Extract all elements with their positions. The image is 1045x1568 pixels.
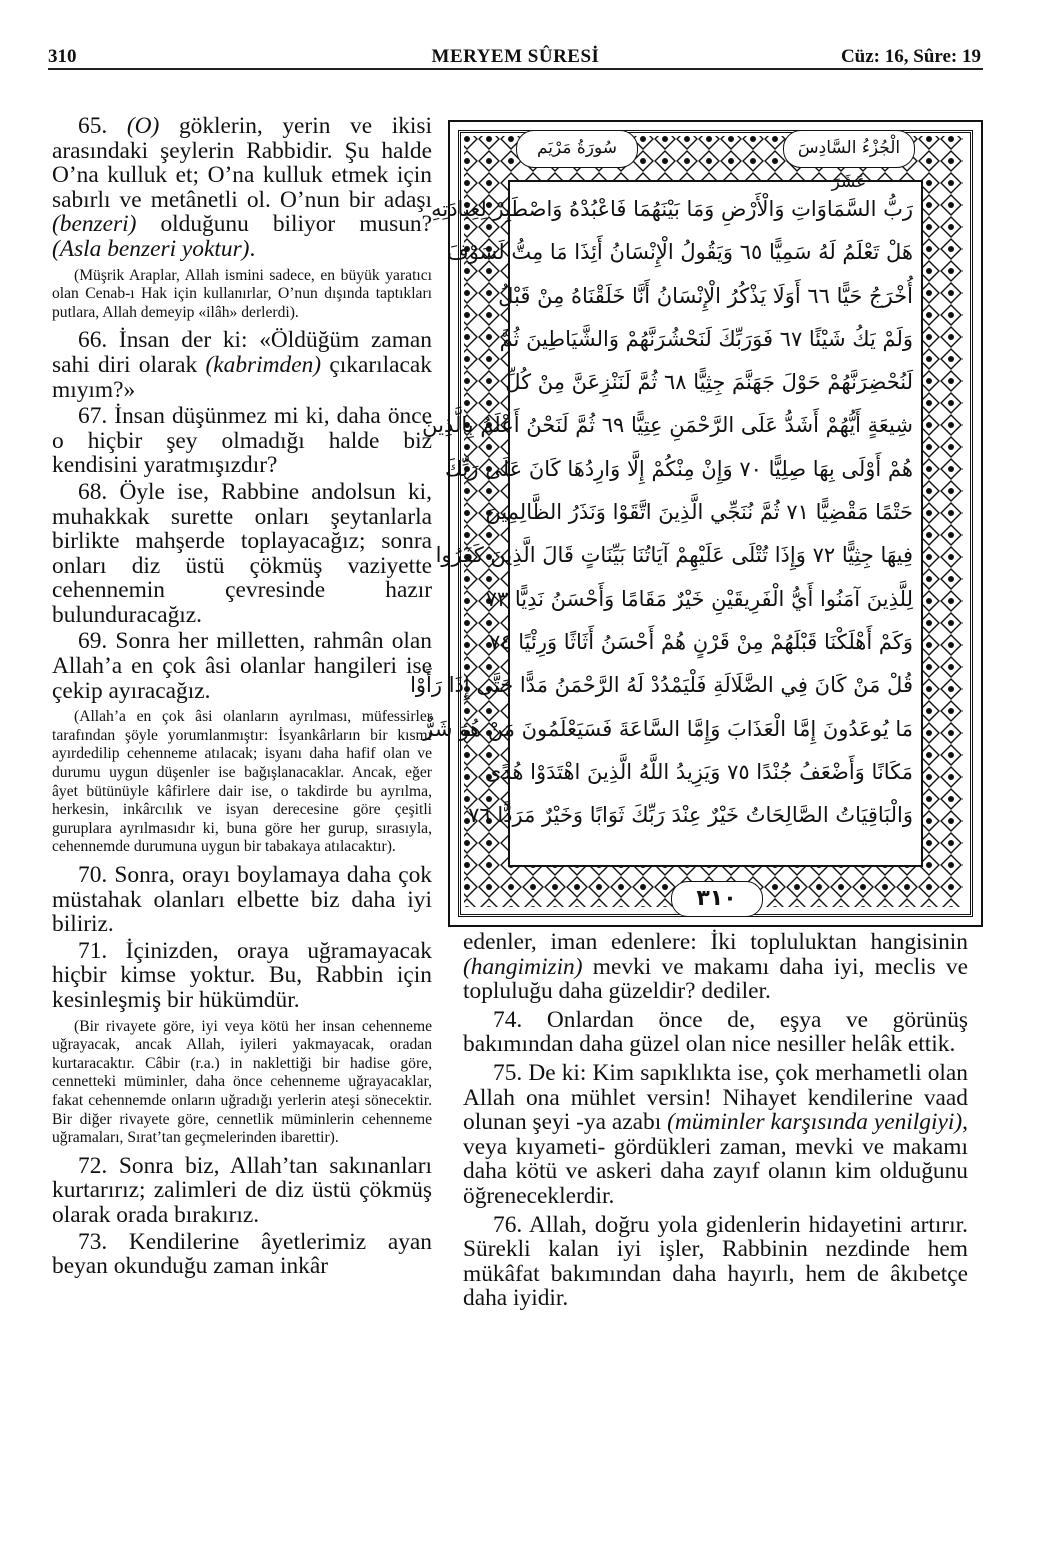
verse-number: 76. (493, 1211, 523, 1238)
right-translation-column (463, 930, 968, 1311)
verse-text: Sonra biz, Allah’tan sakınanları kurtarırız; zalimleri de diz üstü çökmüş olarak orada bırakırız. (52, 1152, 432, 1228)
mushaf-page-frame (410, 120, 983, 927)
juz-name-cartouche: الْجُزْءُ السَّادِسَ عَشَرَ (783, 130, 915, 168)
arabic-line: شِيعَةٍ أَيُّهُمْ أَشَدُّ عَلَى الرَّحْمَنِ عِتِيًّا ٦٩ ثُمَّ لَنَحْنُ أَعْلَمُ بِالَّذِينَ (422, 413, 913, 438)
verse-number: 68. (78, 478, 108, 505)
verse-number: 74. (493, 1006, 523, 1033)
verse-italic: (benzeri) (52, 211, 137, 238)
note-71: (Bir rivayete göre, iyi veya kötü her insan cehenneme uğrayacak, ancak Allah, iyileri yakmayacak, oradan kurtaracaktır. Câbir (r.a.) in naklettiği bir hadise göre, cennetteki müminler, daha önce cehenneme uğrayacaklar, fakat cehennemde onların uğradığı yerlerin ateşi sönecektir. Bir diğer rivayete göre, cennetlik müminlerin cehenneme uğramaları, Sırat’tan geçmelerinden ibarettir). (52, 1017, 432, 1147)
verse-71 (52, 939, 432, 1013)
verse-text: mevki ve makamı daha iyi, meclis ve topluluğu daha güzeldir? dediler. (463, 953, 968, 1005)
verse-72 (52, 1154, 432, 1228)
verse-text: İnsan düşünmez mi ki, daha önce o hiçbir şey olmadığı halde biz kendisini yaratmışızdır? (52, 403, 432, 479)
verse-number: 73. (78, 1228, 108, 1255)
verse-text: edenler, iman edenlere: İki topluluktan hangisinin (463, 929, 968, 955)
verse-76 (463, 1213, 968, 1311)
verse-italic: (müminler karşısında yenilgiyi) (667, 1109, 963, 1136)
verse-text: Onlardan önce de, eşya ve görünüş bakımından daha güzel olan nice nesiller helâk ettik. (463, 1006, 968, 1058)
verse-text: İçinizden, oraya uğramayacak hiçbir kimse yoktur. Bu, Rabbin için kesinleşmiş bir hükümdür. (52, 937, 432, 1013)
verse-73-continued (463, 930, 968, 1004)
verse-number: 75. (493, 1059, 523, 1086)
verse-text: Kendilerine âyetlerimiz ayan beyan okunduğu zaman inkâr (52, 1228, 432, 1280)
verse-italic: (Asla benzeri yoktur) (52, 235, 250, 262)
verse-italic: (kabrimden) (205, 351, 322, 378)
verse-text: , veya kıyameti- gördükleri zaman, mevki ve makamı daha kötü ve askeri daha zayıf olanın kim olduğunu öğreneceklerdir. (463, 1109, 969, 1209)
verse-69 (52, 629, 432, 703)
page-number: 310 (48, 46, 77, 67)
arabic-line: وَلَمْ يَكُ شَيْئًا ٦٧ فَوَرَبِّكَ لَنَحْشُرَنَّهُمْ وَالشَّيَاطِينَ ثُمَّ (499, 326, 913, 351)
verse-number: 66. (78, 327, 108, 354)
arabic-line: قُلْ مَنْ كَانَ فِي الضَّلَالَةِ فَلْيَمْدُدْ لَهُ الرَّحْمَنُ مَدًّا حَتَّى إِذَا رَأَوْا (410, 673, 913, 698)
note-69: (Allah’a en çok âsi olanların ayrılması, müfessirler tarafından şöyle yorumlanmıştır: İsyankârların bir kısmı ayırdedilip cehenneme atılacak; isyanı daha hafif olan ve durumu uygun düşenler ise bağışlanacaklar. Ancak, eğer âyet bütünüyle kâfirlere dair ise, o takdirde bu ayrılma, herkesin, inkârcılık ve isyan derecesine göre çeşitli guruplara ayrılmasıdır ki, buna göre her gurup, sırasıyla, cehennemde durumuna uygun bir tabakaya atılacaktır). (52, 708, 432, 856)
verse-65 (52, 114, 432, 262)
verse-text: olduğunu biliyor musun? (136, 211, 432, 238)
verse-text: . (249, 235, 256, 262)
page-header (48, 42, 983, 70)
verse-68 (52, 480, 432, 628)
verse-67 (52, 404, 432, 478)
verse-text: De ki: Kim sapıklıkta ise, çok merhametli olan Allah ona mühlet versin! Nihayet kendilerine vaad olunan şeyi -ya azabı (463, 1059, 968, 1136)
verse-number: 69. (78, 628, 108, 655)
verse-number: 72. (78, 1152, 108, 1179)
arabic-line: حَتْمًا مَقْضِيًّا ٧١ ثُمَّ نُنَجِّي الَّذِينَ اتَّقَوْا وَنَذَرُ الظَّالِمِينَ (485, 500, 913, 525)
verse-text: çıkarılacak mıyım?» (52, 351, 432, 403)
verse-number: 65. (78, 113, 108, 139)
verse-number: 67. (78, 403, 108, 430)
arabic-line: وَكَمْ أَهْلَكْنَا قَبْلَهُمْ مِنْ قَرْنٍ هُمْ أَحْسَنُ أَثَاثًا وَرِئْيًا ٧٤ (489, 629, 913, 654)
verse-66 (52, 328, 432, 402)
arabic-line: مَا يُوعَدُونَ إِمَّا الْعَذَابَ وَإِمَّا السَّاعَةَ فَسَيَعْلَمُونَ مَنْ هُوَ شَرٌّ (423, 716, 913, 741)
verse-text: Allah, doğru yola gidenlerin hidayetini artırır. Sürekli kalan iyi işler, Rabbinin nezdinde hem mükâfat bakımından daha hayırlı, hem de âkıbetçe daha iyidir. (463, 1211, 968, 1312)
quran-text-panel (410, 180, 923, 867)
verse-text: Öyle ise, Rabbine andolsun ki, muhakkak surette onları şeytanlarla birlikte mahşerde toplayacağız; sonra onları diz üstü çökmüş vaziyette cehennemin çevresinde hazır bulunduracağız. (52, 478, 432, 628)
verse-number: 71. (78, 937, 108, 964)
arabic-text (410, 188, 913, 859)
left-translation-column (52, 112, 432, 1279)
mushaf-page-number: ٣١٠ (671, 881, 763, 917)
juz-sura-label: Cüz: 16, Sûre: 19 (840, 46, 981, 67)
note-65: (Müşrik Araplar, Allah ismini sadece, en büyük yaratıcı olan Cenab-ı Hak için kullanırlar, O’nun dışında taptıkları putlara, Allah demeyip «ilâh» derlerdi). (52, 266, 432, 321)
verse-text: Sonra her milletten, rahmân olan Allah’a en çok âsi olanlar hangileri ise çekip ayıracağız. (52, 628, 432, 704)
verse-75 (463, 1061, 968, 1209)
verse-73 (52, 1230, 432, 1279)
verse-text: göklerin, yerin ve ikisi arasındaki şeylerin Rabbidir. Şu halde O’na kulluk et; O’na kulluk etmek için sabırlı ve metânetli ol. O’nun bir adaşı (52, 113, 432, 213)
sura-name-cartouche: سُورَةُ مَرْيَم (516, 130, 638, 168)
verse-text: İnsan der ki: «Öldüğüm zaman sahi diri olarak (52, 327, 432, 378)
verse-italic: (O) (126, 113, 160, 139)
arabic-line: فِيهَا جِثِيًّا ٧٢ وَإِذَا تُتْلَى عَلَيْهِمْ آيَاتُنَا بَيِّنَاتٍ قَالَ الَّذِينَ كَفَرُوا (435, 543, 913, 568)
arabic-line: أُخْرَجُ حَيًّا ٦٦ أَوَلَا يَذْكُرُ الْإِنْسَانُ أَنَّا خَلَقْنَاهُ مِنْ قَبْلُ (498, 283, 913, 308)
verse-70 (52, 863, 432, 937)
arabic-line: وَالْبَاقِيَاتُ الصَّالِحَاتُ خَيْرٌ عِنْدَ رَبِّكَ ثَوَابًا وَخَيْرٌ مَرَدًّا ٧٦ (468, 803, 913, 828)
verse-italic: (hangimizin) (463, 953, 583, 980)
arabic-line: رَبُّ السَّمَاوَاتِ وَالْأَرْضِ وَمَا بَيْنَهُمَا فَاعْبُدْهُ وَاصْطَبِرْ لِعِبَادَتِهِ (431, 197, 913, 221)
sura-title: MERYEM SÛRESİ (431, 46, 600, 67)
arabic-line: هُمْ أَوْلَى بِهَا صِلِيًّا ٧٠ وَإِنْ مِنْكُمْ إِلَّا وَارِدُهَا كَانَ عَلَى رَبِّكَ (444, 456, 913, 481)
arabic-line: لَنُحْضِرَنَّهُمْ حَوْلَ جَهَنَّمَ جِثِيًّا ٦٨ ثُمَّ لَنَنْزِعَنَّ مِنْ كُلِّ (505, 370, 913, 395)
verse-text: Sonra, orayı boylamaya daha çok müstahak olanları elbette biz daha iyi biliriz. (52, 862, 432, 938)
verse-74 (463, 1008, 968, 1057)
arabic-line: هَلْ تَعْلَمُ لَهُ سَمِيًّا ٦٥ وَيَقُولُ الْإِنْسَانُ أَئِذَا مَا مِتُّ لَسَوْفَ (446, 240, 913, 265)
arabic-line: مَكَانًا وَأَضْعَفُ جُنْدًا ٧٥ وَيَزِيدُ اللَّهُ الَّذِينَ اهْتَدَوْا هُدًى (484, 759, 913, 784)
verse-number: 70. (78, 862, 108, 888)
arabic-line: لِلَّذِينَ آمَنُوا أَيُّ الْفَرِيقَيْنِ خَيْرٌ مَقَامًا وَأَحْسَنُ نَدِيًّا ٧٣ (485, 586, 913, 611)
